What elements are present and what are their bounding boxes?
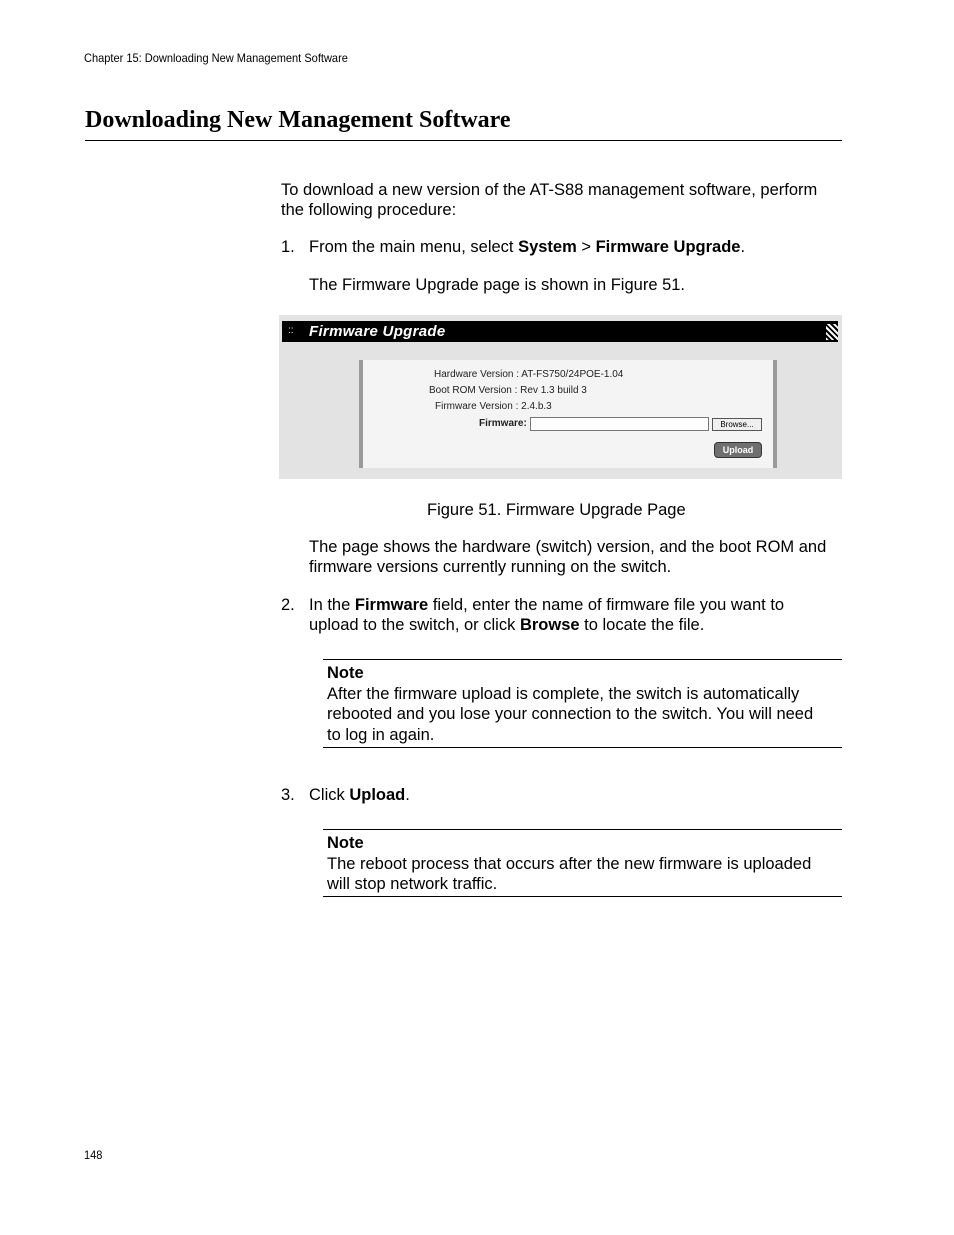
- note-1-line-1: After the firmware upload is complete, the switch is automatically: [327, 685, 800, 703]
- note-1-line-2: rebooted and you lose your connection to the switch. You will need: [327, 705, 814, 723]
- title-rule: [85, 140, 842, 141]
- note-1-heading: Note: [327, 664, 364, 682]
- boot-rom-version-row: [429, 385, 587, 397]
- after-figure-line-1: The page shows the hardware (switch) version, and the boot ROM and: [309, 538, 827, 556]
- figure-bar-title: Firmware Upgrade: [309, 323, 446, 340]
- intro-line-1: To download a new version of the AT-S88 management software, perform: [281, 181, 818, 199]
- step-3-number: 3.: [281, 786, 295, 804]
- running-header: Chapter 15: Downloading New Management Software: [84, 51, 348, 65]
- note-1-bottom-rule: [323, 747, 842, 748]
- note-2-line-2: will stop network traffic.: [327, 875, 498, 893]
- figure-title-bar: [282, 321, 838, 342]
- step-1-followup: The Firmware Upgrade page is shown in Figure 51.: [309, 276, 686, 294]
- note-2-heading: Note: [327, 834, 364, 852]
- note-1-top-rule: [323, 659, 842, 660]
- figure-info-panel: [359, 360, 777, 468]
- page-number: 148: [84, 1148, 103, 1162]
- step-1-number: 1.: [281, 238, 295, 256]
- corner-pattern-icon: [826, 324, 838, 340]
- hardware-version-row: [434, 369, 623, 381]
- after-figure-line-2: firmware versions currently running on the switch.: [309, 558, 672, 576]
- browse-button[interactable]: Browse...: [712, 418, 762, 431]
- bullet-icon: ::: [288, 325, 294, 336]
- note-2-line-1: The reboot process that occurs after the new firmware is uploaded: [327, 855, 812, 873]
- firmware-version-value: 2.4.b.3: [521, 401, 552, 412]
- firmware-file-input[interactable]: [530, 417, 709, 431]
- step-1-text: From the main menu, select System > Firmware Upgrade.: [309, 238, 746, 256]
- note-1-line-3: to log in again.: [327, 726, 435, 744]
- step-2-line-1: In the Firmware field, enter the name of firmware file you want to: [309, 596, 785, 614]
- firmware-version-label: Firmware Version :: [435, 401, 519, 412]
- figure-caption: Figure 51. Firmware Upgrade Page: [427, 501, 686, 519]
- boot-rom-version-label: Boot ROM Version :: [429, 385, 518, 396]
- boot-rom-version-value: Rev 1.3 build 3: [520, 385, 587, 396]
- step-2-line-2: upload to the switch, or click Browse to locate the file.: [309, 616, 705, 634]
- hardware-version-value: AT-FS750/24POE-1.04: [521, 369, 624, 380]
- firmware-version-row: [435, 401, 552, 413]
- section-title: Downloading New Management Software: [85, 107, 511, 133]
- upload-button[interactable]: Upload: [714, 442, 762, 458]
- firmware-field-label: Firmware:: [479, 418, 527, 429]
- note-2-top-rule: [323, 829, 842, 830]
- intro-line-2: the following procedure:: [281, 201, 457, 219]
- hardware-version-label: Hardware Version :: [434, 369, 520, 380]
- firmware-upgrade-figure: [279, 315, 842, 479]
- step-3-text: Click Upload.: [309, 786, 410, 804]
- step-2-number: 2.: [281, 596, 295, 614]
- note-2-bottom-rule: [323, 896, 842, 897]
